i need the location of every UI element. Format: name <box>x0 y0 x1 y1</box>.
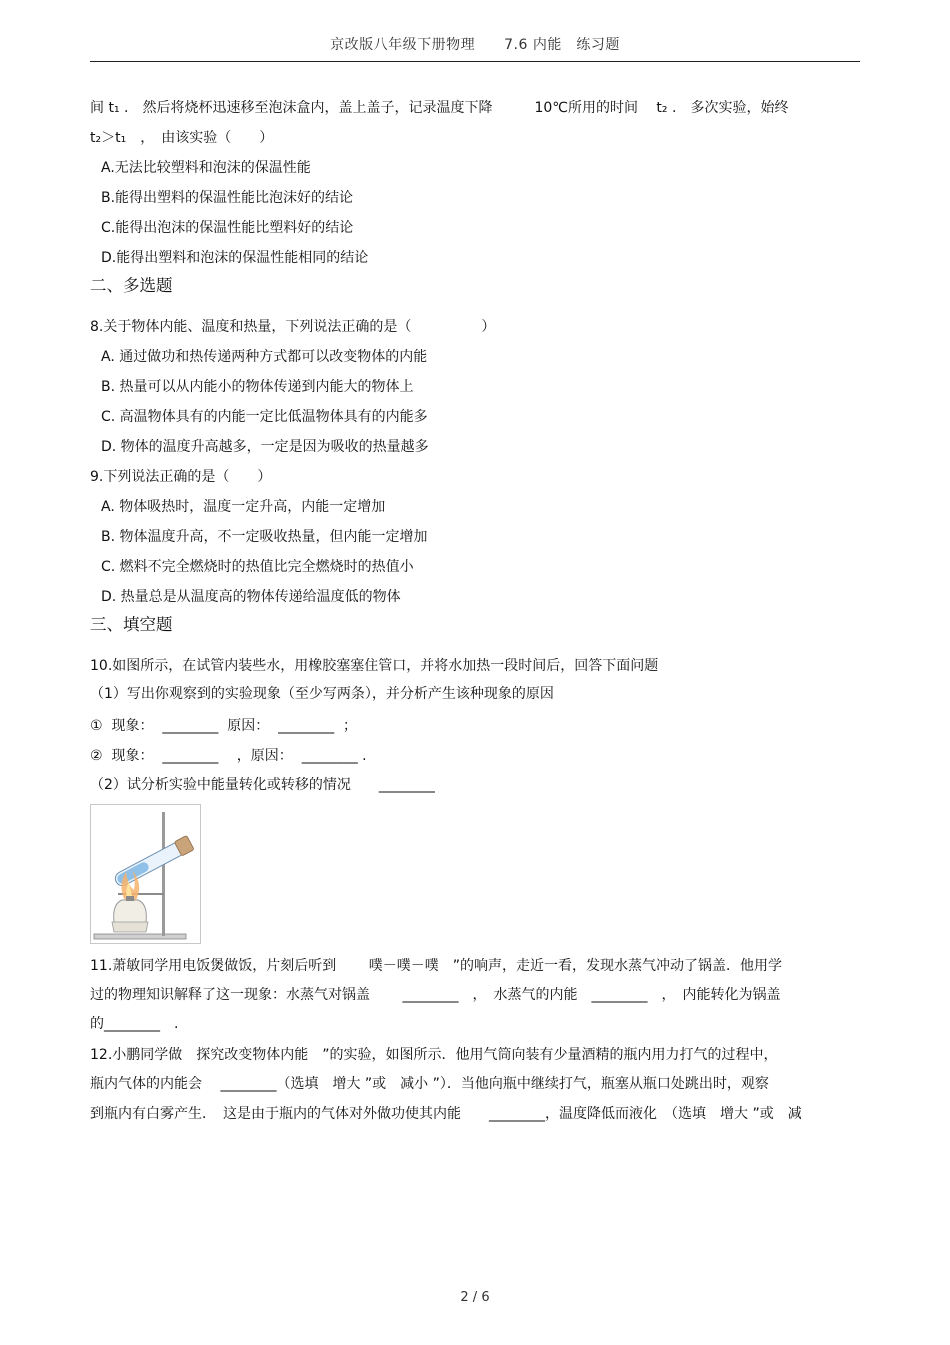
q9-option-a: A. 物体吸热时，温度一定升高，内能一定增加 <box>101 499 386 515</box>
test-tube-heating-illustration <box>90 804 202 944</box>
q7-option-c: C.能得出泡沫的保温性能比塑料好的结论 <box>101 220 354 236</box>
q7-option-b: B.能得出塑料的保温性能比泡沫好的结论 <box>101 190 354 206</box>
q10-stem: 10.如图所示，在试管内装些水，用橡胶塞塞住管口，并将水加热一段时间后，回答下面问题 <box>90 658 659 674</box>
q7-option-a: A.无法比较塑料和泡沫的保温性能 <box>101 160 311 176</box>
q8-option-d: D. 物体的温度升高越多，一定是因为吸收的热量越多 <box>101 439 429 455</box>
q7-stem-line: t₂＞t₁ ， 由该实验（ ） <box>90 130 274 146</box>
q12-line-2: 瓶内气体的内能会 ________（选填 增大 ”或 减小 ”）．当他向瓶中继续打气，瓶塞从瓶口处跳出时，观察 <box>90 1076 769 1092</box>
q7-option-d: D.能得出塑料和泡沫的保温性能相同的结论 <box>101 250 369 266</box>
q10-blank-row-1: ① 现象： ________ 原因： ________ ； <box>90 718 358 734</box>
header-divider <box>90 61 860 62</box>
page-header: 京改版八年级下册物理 7.6 内能 练习题 <box>330 37 620 53</box>
q9-stem: 9.下列说法正确的是（ ） <box>90 469 272 485</box>
q10-part2: （2）试分析实验中能量转化或转移的情况 ________ <box>90 777 435 793</box>
q9-option-d: D. 热量总是从温度高的物体传递给温度低的物体 <box>101 589 401 605</box>
q8-option-b: B. 热量可以从内能小的物体传递到内能大的物体上 <box>101 379 414 395</box>
test-tube-heating-figure <box>90 804 202 944</box>
q8-option-a: A. 通过做功和热传递两种方式都可以改变物体的内能 <box>101 349 428 365</box>
q8-option-c: C. 高温物体具有的内能一定比低温物体具有的内能多 <box>101 409 428 425</box>
q12-line-1: 12.小鹏同学做 探究改变物体内能 ”的实验，如图所示．他用气筒向装有少量酒精的瓶内用力打气的过程中， <box>90 1047 778 1063</box>
q9-option-b: B. 物体温度升高，不一定吸收热量，但内能一定增加 <box>101 529 428 545</box>
q11-line-2: 过的物理知识解释了这一现象：水蒸气对锅盖 ________ ， 水蒸气的内能 ________ ， 内能转化为锅盖 <box>90 987 781 1003</box>
q10-blank-row-2: ② 现象： ________ ，原因： ________ . <box>90 748 367 764</box>
q7-stem-line: 间 t₁ . 然后将烧杯迅速移至泡沫盒内，盖上盖子，记录温度下降 10℃所用的时间 t₂ . 多次实验，始终 <box>90 100 789 116</box>
q12-line-3: 到瓶内有白雾产生． 这是由于瓶内的气体对外做功使其内能 ________，温度降低而液化 （选填 增大 ”或 减 <box>90 1106 802 1122</box>
q8-stem: 8.关于物体内能、温度和热量，下列说法正确的是（ ） <box>90 319 496 335</box>
q9-option-c: C. 燃料不完全燃烧时的热值比完全燃烧时的热值小 <box>101 559 414 575</box>
q11-line-1: 11.萧敏同学用电饭煲做饭，片刻后听到 噗－噗－噗 ”的响声，走近一看，发现水蒸气冲动了锅盖．他用学 <box>90 958 782 974</box>
section-heading-fill-blank: 三、填空题 <box>90 615 173 634</box>
page-number: 2 / 6 <box>460 1290 490 1305</box>
q10-part1: （1）写出你观察到的实验现象（至少写两条），并分析产生该种现象的原因 <box>90 686 554 702</box>
section-heading-multi-choice: 二、多选题 <box>90 276 173 295</box>
q11-line-3: 的________ . <box>90 1016 179 1032</box>
